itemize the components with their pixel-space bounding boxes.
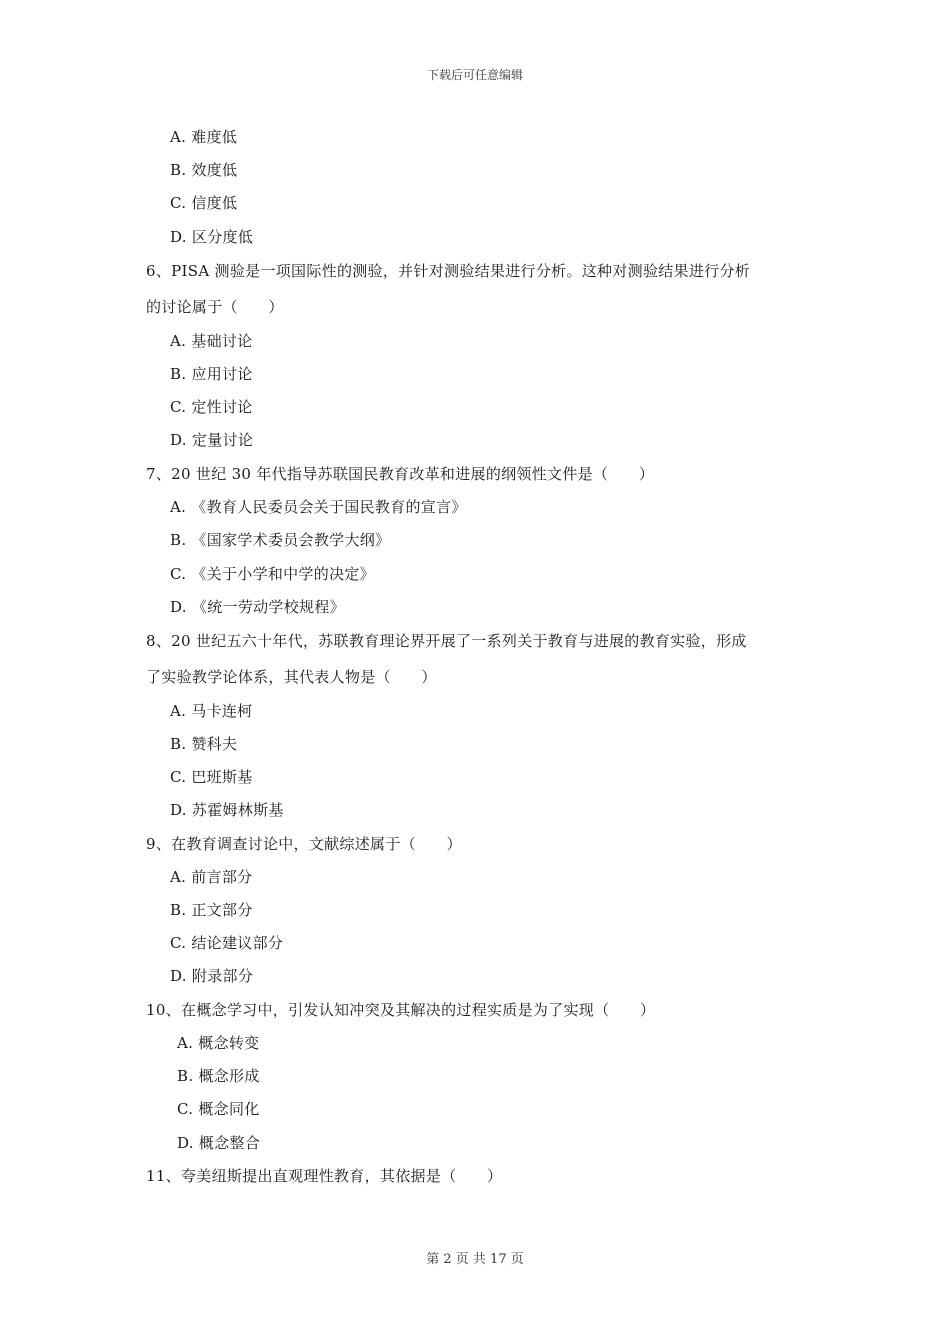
page-footer: 第 2 页 共 17 页 (426, 1252, 524, 1267)
option-d: D. 苏霍姆林斯基 (170, 801, 284, 819)
option-a: A. 基础讨论 (170, 332, 253, 350)
option-a: A. 难度低 (170, 128, 238, 146)
option-c: C. 概念同化 (177, 1100, 260, 1118)
option-c: C. 定性讨论 (170, 398, 253, 416)
option-c: C. 结论建议部分 (170, 934, 284, 952)
option-b: B. 赞科夫 (170, 735, 238, 753)
option-d: D. 《统一劳动学校规程》 (170, 598, 345, 616)
option-b: B. 正文部分 (170, 901, 253, 919)
option-a: A. 马卡连柯 (170, 702, 253, 720)
option-c: C. 《关于小学和中学的决定》 (170, 565, 375, 583)
option-c: C. 信度低 (170, 194, 238, 212)
question-stem: 10、在概念学习中，引发认知冲突及其解决的过程实质是为了实现（ ） (146, 1001, 656, 1019)
question-stem: 11、夸美纽斯提出直观理性教育，其依据是（ ） (146, 1167, 503, 1185)
option-b: B. 概念形成 (177, 1067, 260, 1085)
option-d: D. 附录部分 (170, 967, 254, 985)
question-stem: 6、PISA 测验是一项国际性的测验，并针对测验结果进行分析。这种对测验结果进行分析 (146, 262, 751, 280)
option-d: D. 区分度低 (170, 228, 254, 246)
option-d: D. 定量讨论 (170, 431, 254, 449)
option-b: B. 应用讨论 (170, 365, 253, 383)
option-b: B. 《国家学术委员会教学大纲》 (170, 531, 391, 549)
option-a: A. 《教育人民委员会关于国民教育的宣言》 (170, 498, 467, 516)
question-stem-continued: 的讨论属于（ ） (146, 298, 284, 316)
option-a: A. 概念转变 (177, 1034, 260, 1052)
option-a: A. 前言部分 (170, 868, 253, 886)
option-b: B. 效度低 (170, 161, 238, 179)
question-stem: 8、20 世纪五六十年代，苏联教育理论界开展了一系列关于教育与进展的教育实验，形成 (146, 632, 747, 650)
question-stem: 9、在教育调查讨论中，文献综述属于（ ） (146, 835, 462, 853)
option-c: C. 巴班斯基 (170, 768, 253, 786)
question-stem-continued: 了实验教学论体系，其代表人物是（ ） (146, 668, 437, 686)
option-d: D. 概念整合 (177, 1134, 261, 1152)
page-header: 下载后可任意编辑 (426, 68, 523, 82)
question-stem: 7、20 世纪 30 年代指导苏联国民教育改革和进展的纲领性文件是（ ） (146, 465, 655, 483)
